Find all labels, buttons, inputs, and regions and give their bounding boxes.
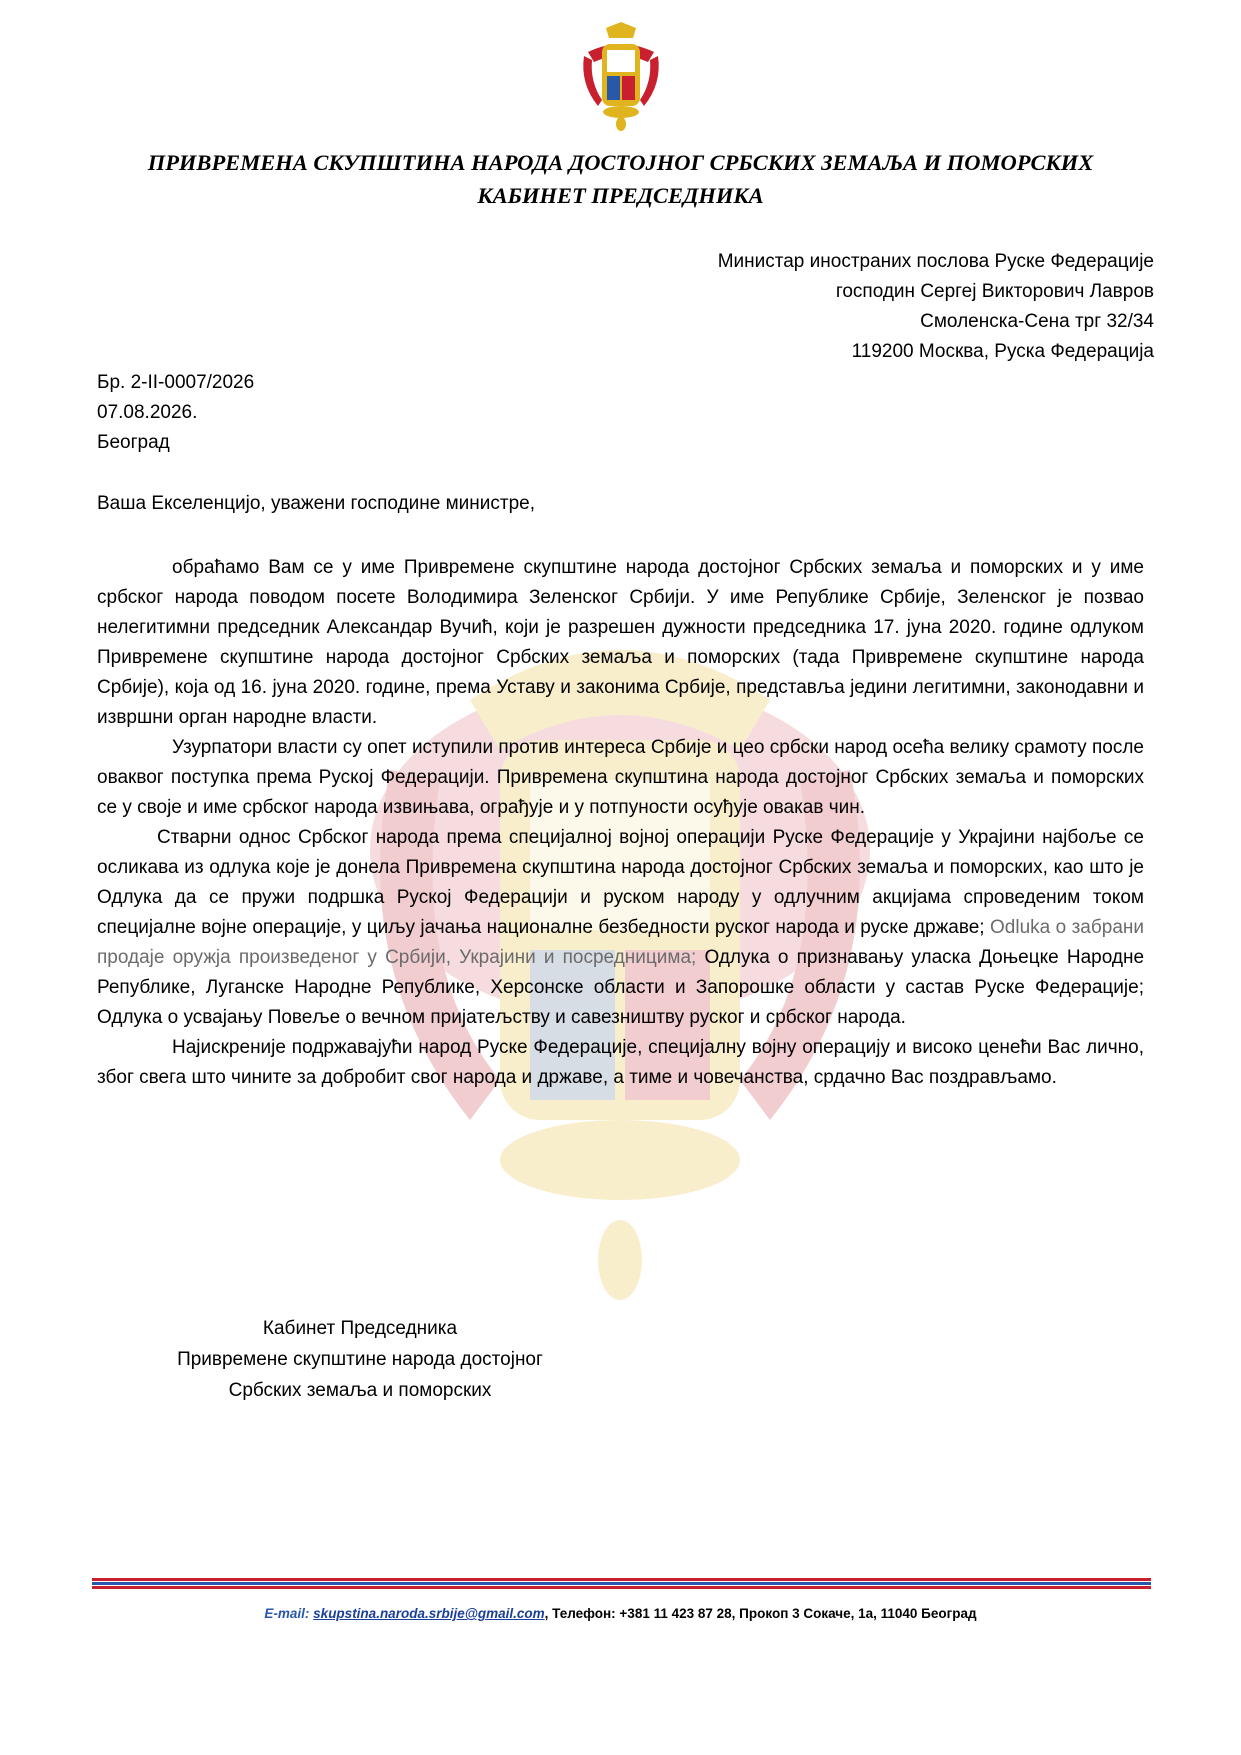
contact-details: , Телефон: +381 11 423 87 28, Прокоп 3 Сокаче, 1а, 11040 Београд xyxy=(544,1606,977,1621)
email-link[interactable]: skupstina.naroda.srbije@gmail.com xyxy=(313,1606,545,1621)
footer-tricolor-divider xyxy=(92,1578,1151,1590)
organization-title: ПРИВРЕМЕНА СКУПШТИНА НАРОДА ДОСТОЈНОГ СРБСКИХ ЗЕМАЉА И ПОМОРСКИХ xyxy=(147,150,1094,175)
recipient-line: Смоленска-Сена трг 32/34 xyxy=(920,311,1154,332)
reference-number: Бр. 2-II-0007/2026 xyxy=(97,372,255,393)
coat-of-arms-icon xyxy=(578,22,664,132)
paragraph: Најискреније подржавајући народ Руске Федерације, специјалну војну операцију и високо ценећи Вас лично, због свега што чините за добробит свог народа и државе, а тиме и човечанства, срдачно Вас поздрављамо. xyxy=(97,1037,1144,1088)
recipient-line: господин Сергеј Викторович Лавров xyxy=(835,281,1154,302)
paragraph xyxy=(97,823,1144,1033)
recipient-line: Министар иностраних послова Руске Федерације xyxy=(717,251,1154,272)
letter-meta xyxy=(97,368,254,458)
signature-line: Србских земаља и поморских xyxy=(228,1380,492,1401)
recipient-line: 119200 Москва, Руска Федерација xyxy=(851,341,1154,362)
signature-line: Кабинет Председника xyxy=(262,1318,458,1339)
recipient-address xyxy=(718,247,1154,367)
letter-date: 07.08.2026. xyxy=(97,402,198,423)
email-label: E-mail: xyxy=(264,1606,310,1621)
signature-block xyxy=(120,1313,600,1406)
salutation: Ваша Екселенцијо, уважени господине министре, xyxy=(97,493,536,514)
footer-contact xyxy=(0,1606,1241,1621)
paragraph-segment: Стварни однос Србског народа према специјалној војној операцији Руске Федерације у Украјини најбоље се осликава из одлука које је донела Привремена скупштина народа достојног Србских земаља и поморских, као што је Одлука да се пружи подршка Руској Федерацији и руском народу у одлучним акцијама спроведеним током специјалне војне операције, у циљу јачања националне безбедности руског народа и руске државе; xyxy=(97,827,1144,938)
cabinet-title: КАБИНЕТ ПРЕДСЕДНИКА xyxy=(477,183,764,208)
letter-body xyxy=(97,553,1144,1093)
paragraph-segment-grey: Odluka о забрани продаје оружја произведеног у Србији, Украјини и посредницима; xyxy=(97,917,1144,968)
paragraph: Узурпатори власти су опет иступили против интереса Србије и цео србски народ осећа велику срамоту после оваквог поступка према Руској Федерацији. Привремена скупштина народа достојног Србских земаља и поморских се у своје и име србског народа извињава, ограђује и у потпуности осуђује овакав чин. xyxy=(97,737,1144,818)
paragraph-segment: Одлука о признавању уласка Доњецке Народне Републике, Луганске Народне Републике, Херсонске области и Запорошке области у састав Руске Федерације; Одлука о усвајању Повеље о вечном пријатељству и савезништву руског и србског народа. xyxy=(97,947,1145,1028)
signature-line: Привремене скупштине народа достојног xyxy=(177,1349,543,1370)
paragraph: обраћамо Вам се у име Привремене скупштине народа достојног Србских земаља и поморских и у име србског народа поводом посете Володимира Зеленског Србији. У име Републике Србије, Зеленског је позвао нелегитимни председник Александар Вучић, који је разрешен дужности председника 17. јуна 2020. године одлуком Привремене скупштине народа достојног Србских земаља и поморских (тада Привремене скупштине народа Србије), која од 16. јуна 2020. године, према Уставу и законима Србије, представља једини легитимни, законодавни и извршни орган народне власти. xyxy=(97,557,1144,728)
letter-city: Београд xyxy=(97,432,170,453)
